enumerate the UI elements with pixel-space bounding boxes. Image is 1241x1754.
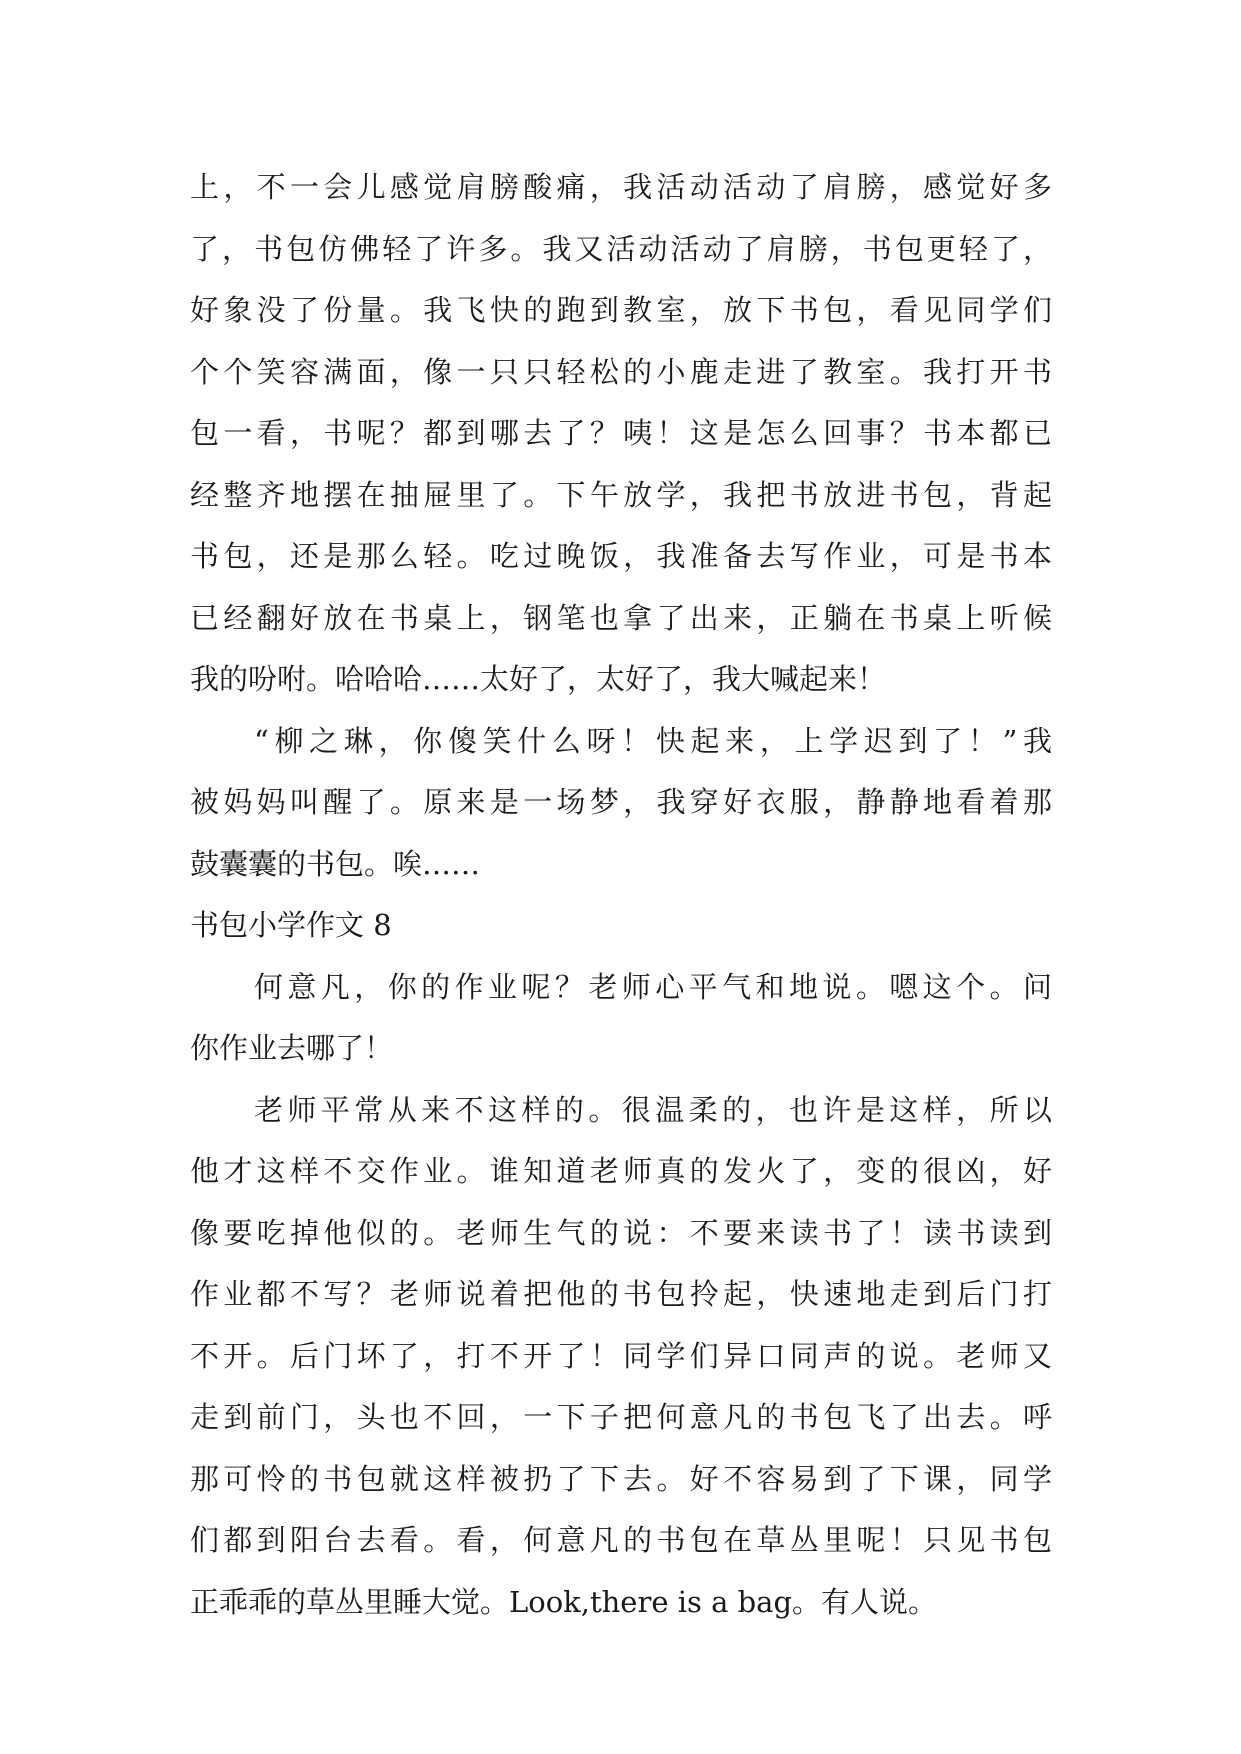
text-line: “柳之琳，你傻笑什么呀！快起来，上学迟到了！”我	[254, 723, 1052, 758]
text-line: 个个笑容满面，像一只只轻松的小鹿走进了教室。我打开书	[190, 354, 1052, 389]
text-line: 书包，还是那么轻。吃过晚饭，我准备去写作业，可是书本	[190, 539, 1052, 573]
text-line: 老师平常从来不这样的。很温柔的，也许是这样，所以	[254, 1092, 1052, 1127]
paragraph-teacher-question	[190, 957, 1052, 1080]
text-line: 那可怜的书包就这样被扔了下去。好不容易到了下课，同学	[190, 1461, 1052, 1496]
text-line: 走到前门，头也不回，一下子把何意凡的书包飞了出去。呼	[190, 1400, 1052, 1434]
text-line: 鼓囊囊的书包。唉……	[190, 846, 481, 881]
section-heading: 书包小学作文 8	[190, 908, 392, 942]
text-line: 像要吃掉他似的。老师生气的说：不要来读书了！读书读到	[190, 1215, 1052, 1250]
paragraph-wake-up	[190, 711, 1052, 896]
text-line: 被妈妈叫醒了。原来是一场梦，我穿好衣服，静静地看着那	[190, 785, 1052, 819]
text-line: 了，书包仿佛轻了许多。我又活动活动了肩膀，书包更轻了，	[190, 231, 1052, 266]
text-line: 正乖乖的草丛里睡大觉。Look,there is a bag。有人说。	[190, 1584, 938, 1619]
text-line: 不开。后门坏了，打不开了！同学们异口同声的说。老师又	[190, 1338, 1052, 1373]
text-line: 我的吩咐。哈哈哈……太好了，太好了，我大喊起来！	[190, 662, 887, 696]
text-line: 作业都不写？老师说着把他的书包拎起，快速地走到后门打	[190, 1277, 1052, 1311]
text-line: 他才这样不交作业。谁知道老师真的发火了，变的很凶，好	[190, 1154, 1052, 1188]
text-line: 经整齐地摆在抽屉里了。下午放学，我把书放进书包，背起	[190, 477, 1052, 512]
text-line: 上，不一会儿感觉肩膀酸痛，我活动活动了肩膀，感觉好多	[190, 170, 1052, 204]
document-page	[190, 157, 1052, 1633]
paragraph-teacher-angry	[190, 1080, 1052, 1634]
text-line: 何意凡，你的作业呢？老师心平气和地说。嗯这个。问	[254, 969, 1052, 1004]
text-line: 包一看，书呢？都到哪去了？咦！这是怎么回事？书本都已	[190, 416, 1052, 450]
text-line: 你作业去哪了！	[190, 1031, 394, 1065]
text-line: 好象没了份量。我飞快的跑到教室，放下书包，看见同学们	[190, 293, 1052, 327]
text-line: 已经翻好放在书桌上，钢笔也拿了出来，正躺在书桌上听候	[190, 600, 1052, 635]
text-line: 们都到阳台去看。看，何意凡的书包在草丛里呢！只见书包	[190, 1523, 1052, 1557]
paragraph-dream-part1	[190, 157, 1052, 711]
